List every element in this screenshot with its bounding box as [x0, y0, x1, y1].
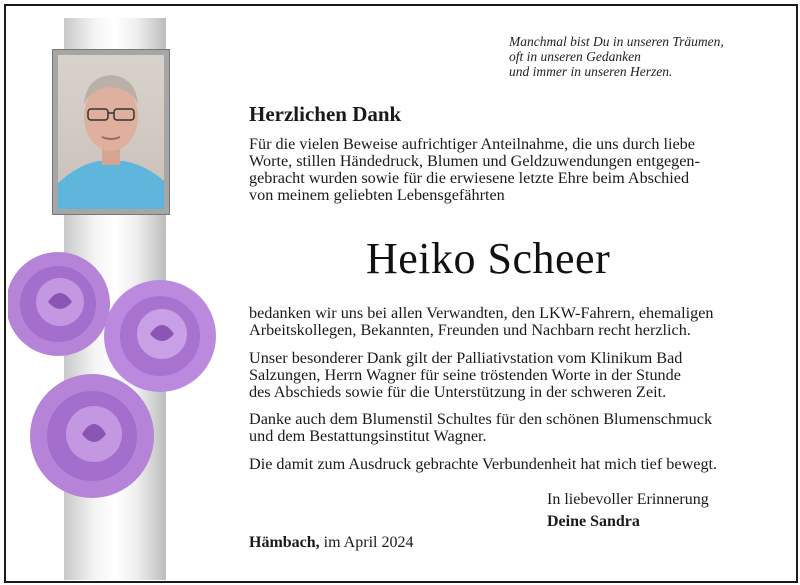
- closing-line: In liebevoller Erinnerung: [547, 491, 709, 508]
- poem-line: oft in unseren Gedanken: [509, 49, 641, 64]
- signature: Deine Sandra: [547, 513, 640, 530]
- rose-bottom: [30, 374, 154, 498]
- rose-right: [104, 280, 216, 392]
- text-line: bedanken wir uns bei allen Verwandten, den LKW-Fahrern, ehemaligen: [249, 304, 714, 322]
- portrait-photo: [58, 55, 164, 209]
- portrait-photo-frame: [52, 49, 170, 215]
- thanks-paragraph-3: [249, 411, 769, 445]
- text-line: Salzungen, Herrn Wagner für seine tröstenden Worte in der Stunde: [249, 366, 681, 384]
- thanks-paragraph-1: [249, 305, 769, 339]
- notice-heading: Herzlichen Dank: [249, 102, 402, 126]
- text-line: gebracht wurden sowie für die erwiesene letzte Ehre beim Abschied: [249, 169, 690, 187]
- text-line: Die damit zum Ausdruck gebrachte Verbundenheit hat mich tief bewegt.: [249, 455, 718, 473]
- text-line: Unser besonderer Dank gilt der Palliativstation vom Klinikum Bad: [249, 349, 683, 367]
- poem-line: und immer in unseren Herzen.: [509, 64, 673, 79]
- thanks-paragraph-2: [249, 350, 769, 401]
- memorial-poem: [509, 34, 779, 79]
- text-line: und dem Bestattungsinstitut Wagner.: [249, 427, 487, 445]
- text-line: von meinem geliebten Lebensgefährten: [249, 186, 505, 204]
- rose-top-left: [8, 252, 110, 356]
- obituary-notice: [4, 4, 798, 583]
- text-line: des Abschieds sowie für die Unterstützung in der schweren Zeit.: [249, 383, 667, 401]
- closing-block: [547, 489, 709, 533]
- text-line: Arbeitskollegen, Bekannten, Freunden und Nachbarn recht herzlich.: [249, 321, 691, 339]
- intro-paragraph: [249, 136, 769, 204]
- thanks-paragraph-4: [249, 456, 769, 473]
- text-line: Für die vielen Beweise aufrichtiger Anteilnahme, die uns durch liebe: [249, 135, 695, 153]
- text-line: Worte, stillen Händedruck, Blumen und Geldzuwendungen entgegen-: [249, 152, 700, 170]
- place-date: [249, 534, 413, 552]
- deceased-name: Heiko Scheer: [366, 234, 611, 283]
- roses-illustration: [8, 244, 223, 506]
- text-line: Danke auch dem Blumenstil Schultes für den schönen Blumenschmuck: [249, 410, 713, 428]
- poem-line: Manchmal bist Du in unseren Träumen,: [509, 34, 724, 49]
- place-name: Hämbach,: [249, 534, 320, 551]
- date-text: im April 2024: [323, 534, 414, 551]
